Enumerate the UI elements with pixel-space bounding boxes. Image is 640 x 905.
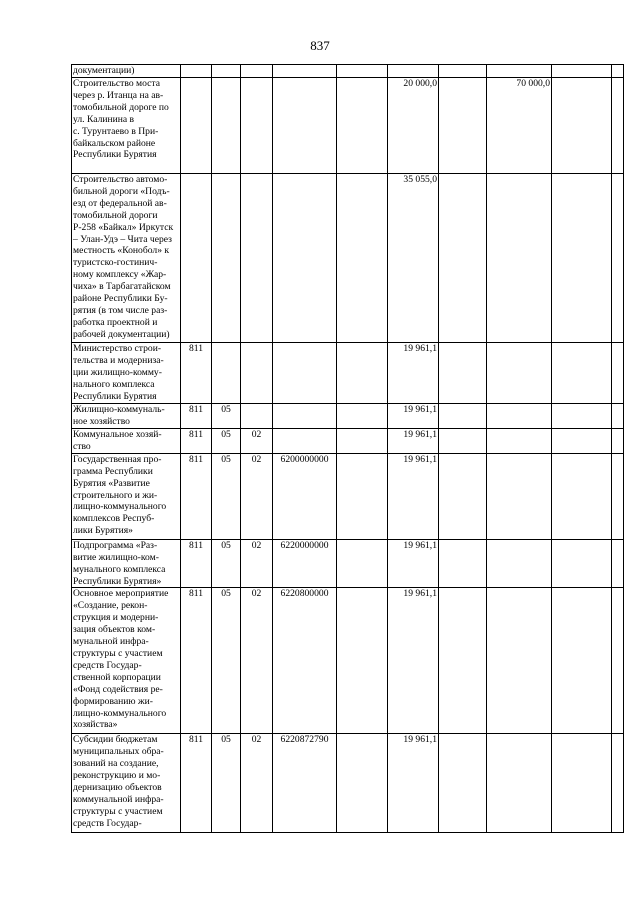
expense-name-cell: Основное мероприятие «Создание, рекон- струкция и модерни- зация объектов ком- мунальной инфра- структуры с участием средств Государ- ственной корпорации «Фонд содействия ре- формированию жи- лищно-коммунального хозяйства»: [72, 588, 181, 734]
expense-type-cell: [337, 78, 388, 174]
expense-type-cell: [337, 453, 388, 539]
section-code-cell: 05: [212, 588, 241, 734]
section-code-cell: 05: [212, 453, 241, 539]
table-row: [72, 174, 624, 343]
amount-cell: [552, 428, 612, 453]
amount-cell: [487, 404, 552, 429]
amount-cell: 19 961,1: [388, 453, 439, 539]
amount-cell: [439, 428, 487, 453]
expense-name-cell: Подпрограмма «Раз- витие жилищно-ком- мунального комплекса Республики Бурятия»: [72, 539, 181, 588]
target-article-cell: 6200000000: [273, 453, 337, 539]
target-article-cell: 6220800000: [273, 588, 337, 734]
amount-cell: [612, 734, 624, 833]
amount-cell: [487, 588, 552, 734]
subsection-code-cell: [241, 65, 273, 78]
amount-cell: [612, 453, 624, 539]
table-row: [72, 734, 624, 833]
expense-name-cell: Жилищно-коммуналь- ное хозяйство: [72, 404, 181, 429]
section-code-cell: [212, 343, 241, 404]
amount-cell: [439, 174, 487, 343]
amount-cell: [439, 734, 487, 833]
amount-cell: [552, 343, 612, 404]
amount-cell: 19 961,1: [388, 428, 439, 453]
amount-cell: [487, 428, 552, 453]
expense-name-cell: Строительство моста через р. Итанца на ав- томобильной дороге по ул. Калинина в с. Турунтаево в При- байкальском районе Республики Бурятия: [72, 78, 181, 174]
department-code-cell: 811: [181, 453, 212, 539]
expense-name-cell: Государственная про- грамма Республики Бурятия «Развитие строительного и жи- лищно-коммунального комплексов Респуб- лики Бурятия»: [72, 453, 181, 539]
target-article-cell: [273, 65, 337, 78]
subsection-code-cell: [241, 78, 273, 174]
target-article-cell: [273, 428, 337, 453]
amount-cell: [439, 404, 487, 429]
budget-table: [71, 64, 624, 833]
subsection-code-cell: 02: [241, 539, 273, 588]
expense-name-cell: Министерство строи- тельства и модерниза- ции жилищно-комму- нального комплекса Республики Бурятия: [72, 343, 181, 404]
amount-cell: [552, 588, 612, 734]
amount-cell: 70 000,0: [487, 78, 552, 174]
amount-cell: [487, 539, 552, 588]
amount-cell: [487, 453, 552, 539]
subsection-code-cell: [241, 174, 273, 343]
department-code-cell: 811: [181, 404, 212, 429]
subsection-code-cell: 02: [241, 453, 273, 539]
expense-name-cell: Коммунальное хозяй- ство: [72, 428, 181, 453]
amount-cell: 19 961,1: [388, 404, 439, 429]
amount-cell: [388, 65, 439, 78]
section-code-cell: [212, 174, 241, 343]
amount-cell: [552, 78, 612, 174]
section-code-cell: 05: [212, 539, 241, 588]
amount-cell: [612, 539, 624, 588]
department-code-cell: 811: [181, 428, 212, 453]
amount-cell: [439, 78, 487, 174]
table-row: [72, 453, 624, 539]
amount-cell: 19 961,1: [388, 343, 439, 404]
amount-cell: 35 055,0: [388, 174, 439, 343]
amount-cell: [612, 78, 624, 174]
amount-cell: [439, 453, 487, 539]
section-code-cell: 05: [212, 428, 241, 453]
amount-cell: 19 961,1: [388, 588, 439, 734]
subsection-code-cell: 02: [241, 588, 273, 734]
expense-type-cell: [337, 428, 388, 453]
table-row: [72, 404, 624, 429]
expense-type-cell: [337, 404, 388, 429]
department-code-cell: [181, 174, 212, 343]
amount-cell: [552, 65, 612, 78]
target-article-cell: [273, 174, 337, 343]
amount-cell: 19 961,1: [388, 539, 439, 588]
table-row: [72, 588, 624, 734]
amount-cell: 20 000,0: [388, 78, 439, 174]
target-article-cell: [273, 343, 337, 404]
subsection-code-cell: [241, 404, 273, 429]
amount-cell: 19 961,1: [388, 734, 439, 833]
amount-cell: [487, 734, 552, 833]
amount-cell: [612, 343, 624, 404]
amount-cell: [612, 588, 624, 734]
table-body: [72, 65, 624, 833]
table-row: [72, 78, 624, 174]
amount-cell: [439, 65, 487, 78]
page-number: 837: [310, 38, 330, 53]
section-code-cell: 05: [212, 734, 241, 833]
table-row: [72, 428, 624, 453]
amount-cell: [612, 428, 624, 453]
table-row: [72, 343, 624, 404]
amount-cell: [552, 404, 612, 429]
expense-type-cell: [337, 174, 388, 343]
amount-cell: [439, 588, 487, 734]
amount-cell: [552, 539, 612, 588]
amount-cell: [612, 174, 624, 343]
amount-cell: [552, 734, 612, 833]
amount-cell: [439, 343, 487, 404]
expense-type-cell: [337, 734, 388, 833]
subsection-code-cell: [241, 343, 273, 404]
amount-cell: [612, 404, 624, 429]
section-code-cell: [212, 65, 241, 78]
department-code-cell: 811: [181, 539, 212, 588]
expense-name-cell: Субсидии бюджетам муниципальных обра- зований на создание, реконструкцию и мо- дернизацию объектов коммунальной инфра- структуры с участием средств Государ-: [72, 734, 181, 833]
expense-type-cell: [337, 539, 388, 588]
amount-cell: [552, 174, 612, 343]
subsection-code-cell: 02: [241, 734, 273, 833]
section-code-cell: 05: [212, 404, 241, 429]
target-article-cell: [273, 78, 337, 174]
target-article-cell: [273, 404, 337, 429]
expense-type-cell: [337, 65, 388, 78]
target-article-cell: 6220872790: [273, 734, 337, 833]
table-row: [72, 65, 624, 78]
department-code-cell: 811: [181, 734, 212, 833]
amount-cell: [487, 343, 552, 404]
department-code-cell: 811: [181, 588, 212, 734]
expense-name-cell: документации): [72, 65, 181, 78]
target-article-cell: 6220000000: [273, 539, 337, 588]
department-code-cell: [181, 78, 212, 174]
section-code-cell: [212, 78, 241, 174]
department-code-cell: 811: [181, 343, 212, 404]
amount-cell: [439, 539, 487, 588]
department-code-cell: [181, 65, 212, 78]
table-row: [72, 539, 624, 588]
amount-cell: [487, 65, 552, 78]
amount-cell: [487, 174, 552, 343]
amount-cell: [612, 65, 624, 78]
expense-type-cell: [337, 588, 388, 734]
subsection-code-cell: 02: [241, 428, 273, 453]
expense-type-cell: [337, 343, 388, 404]
amount-cell: [552, 453, 612, 539]
expense-name-cell: Строительство автомо- бильной дороги «Подъ- езд от федеральной ав- томобильной дороги Р-258 «Байкал» Иркутск – Улан-Удэ – Чита через местность «Конобол» к туристско-гостинич- ному комплексу «Жар- чиха» в Тарбагатайском районе Республики Бу- рятия (в том числе раз- работка проектной и рабочей документации): [72, 174, 181, 343]
